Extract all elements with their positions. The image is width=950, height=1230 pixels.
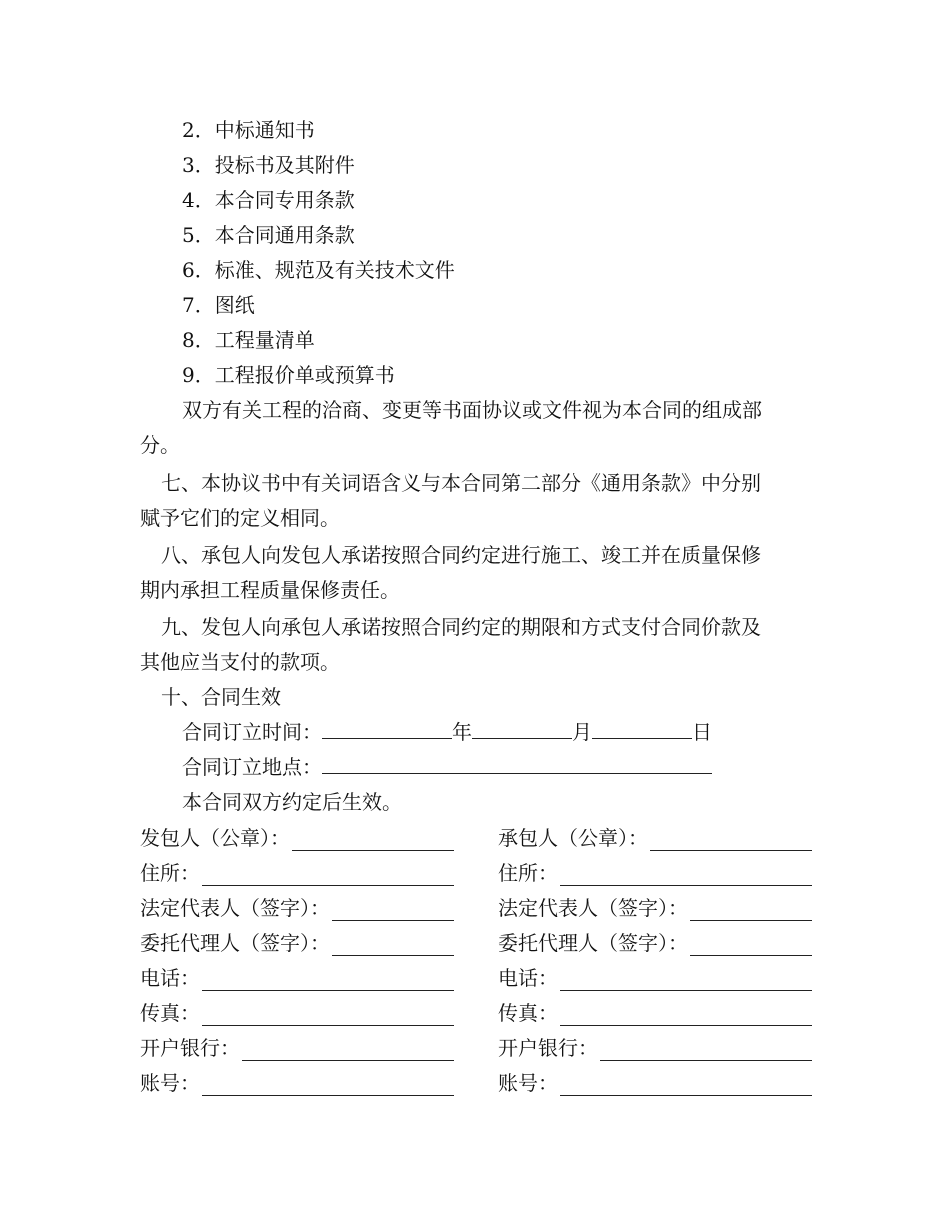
sign-place-row: [182, 754, 712, 780]
paragraph-negotiation-line1: 双方有关工程的洽商、变更等书面协议或文件视为本合同的组成部: [182, 398, 762, 422]
employer-phone-blank: [202, 972, 454, 991]
contractor-bank-blank: [600, 1042, 812, 1061]
list-item: 6．标准、规范及有关技术文件: [182, 258, 455, 282]
employer-bank-row: [140, 1035, 454, 1061]
contractor-legal-rep-row: [498, 895, 812, 921]
list-item: 9．工程报价单或预算书: [182, 363, 395, 387]
contractor-phone-row: [498, 965, 812, 991]
year-blank: [322, 720, 452, 739]
employer-legal-rep-row: [140, 895, 454, 921]
sign-time-row: [182, 719, 712, 745]
contractor-fax-label: 传真：: [498, 1001, 558, 1025]
year-label: 年: [452, 720, 472, 744]
contractor-seal-label: 承包人（公章）：: [498, 826, 648, 850]
employer-bank-label: 开户银行：: [140, 1036, 240, 1060]
employer-address-row: [140, 860, 454, 886]
contractor-fax-row: [498, 1000, 812, 1026]
employer-agent-blank: [332, 937, 454, 956]
employer-seal-blank: [292, 832, 454, 851]
employer-fax-label: 传真：: [140, 1001, 200, 1025]
contractor-account-row: [498, 1070, 812, 1096]
employer-agent-row: [140, 930, 454, 956]
sign-time-label: 合同订立时间：: [182, 720, 322, 744]
month-label: 月: [572, 720, 592, 744]
contractor-phone-blank: [560, 972, 812, 991]
paragraph-negotiation-line2: 分。: [140, 433, 180, 457]
contractor-fax-blank: [560, 1007, 812, 1026]
contractor-legal-rep-blank: [690, 902, 812, 921]
list-item: 2．中标通知书: [182, 118, 315, 142]
month-blank: [472, 720, 572, 739]
contractor-seal-row: [498, 825, 812, 851]
employer-seal-row: [140, 825, 454, 851]
employer-account-blank: [202, 1077, 454, 1096]
employer-legal-rep-label: 法定代表人（签字）：: [140, 896, 330, 920]
employer-seal-label: 发包人（公章）：: [140, 826, 290, 850]
employer-account-label: 账号：: [140, 1071, 200, 1095]
contractor-agent-row: [498, 930, 812, 956]
contractor-bank-row: [498, 1035, 812, 1061]
contractor-phone-label: 电话：: [498, 966, 558, 990]
contractor-address-label: 住所：: [498, 861, 558, 885]
list-item: 3．投标书及其附件: [182, 153, 355, 177]
clause-8-line1: 八、承包人向发包人承诺按照合同约定进行施工、竣工并在质量保修: [161, 543, 761, 567]
contractor-address-row: [498, 860, 812, 886]
employer-address-blank: [202, 867, 454, 886]
effective-statement: 本合同双方约定后生效。: [182, 790, 402, 814]
contractor-address-blank: [560, 867, 812, 886]
employer-phone-label: 电话：: [140, 966, 200, 990]
day-label: 日: [692, 720, 712, 744]
clause-9-line2: 其他应当支付的款项。: [140, 650, 340, 674]
contractor-agent-label: 委托代理人（签字）：: [498, 931, 688, 955]
employer-phone-row: [140, 965, 454, 991]
contractor-account-blank: [560, 1077, 812, 1096]
day-blank: [592, 720, 692, 739]
sign-place-blank: [322, 755, 712, 774]
list-item: 5．本合同通用条款: [182, 223, 355, 247]
employer-account-row: [140, 1070, 454, 1096]
clause-7-line2: 赋予它们的定义相同。: [140, 506, 340, 530]
sign-place-label: 合同订立地点：: [182, 755, 322, 779]
contractor-seal-blank: [650, 832, 812, 851]
clause-9-line1: 九、发包人向承包人承诺按照合同约定的期限和方式支付合同价款及: [161, 615, 761, 639]
contractor-account-label: 账号：: [498, 1071, 558, 1095]
employer-fax-row: [140, 1000, 454, 1026]
list-item: 8．工程量清单: [182, 328, 315, 352]
list-item: 4．本合同专用条款: [182, 188, 355, 212]
clause-10-heading: 十、合同生效: [161, 685, 281, 709]
contractor-legal-rep-label: 法定代表人（签字）：: [498, 896, 688, 920]
employer-fax-blank: [202, 1007, 454, 1026]
contractor-agent-blank: [690, 937, 812, 956]
clause-8-line2: 期内承担工程质量保修责任。: [140, 578, 400, 602]
contractor-bank-label: 开户银行：: [498, 1036, 598, 1060]
employer-address-label: 住所：: [140, 861, 200, 885]
list-item: 7．图纸: [182, 293, 255, 317]
employer-bank-blank: [242, 1042, 454, 1061]
employer-legal-rep-blank: [332, 902, 454, 921]
employer-agent-label: 委托代理人（签字）：: [140, 931, 330, 955]
clause-7-line1: 七、本协议书中有关词语含义与本合同第二部分《通用条款》中分别: [161, 471, 761, 495]
